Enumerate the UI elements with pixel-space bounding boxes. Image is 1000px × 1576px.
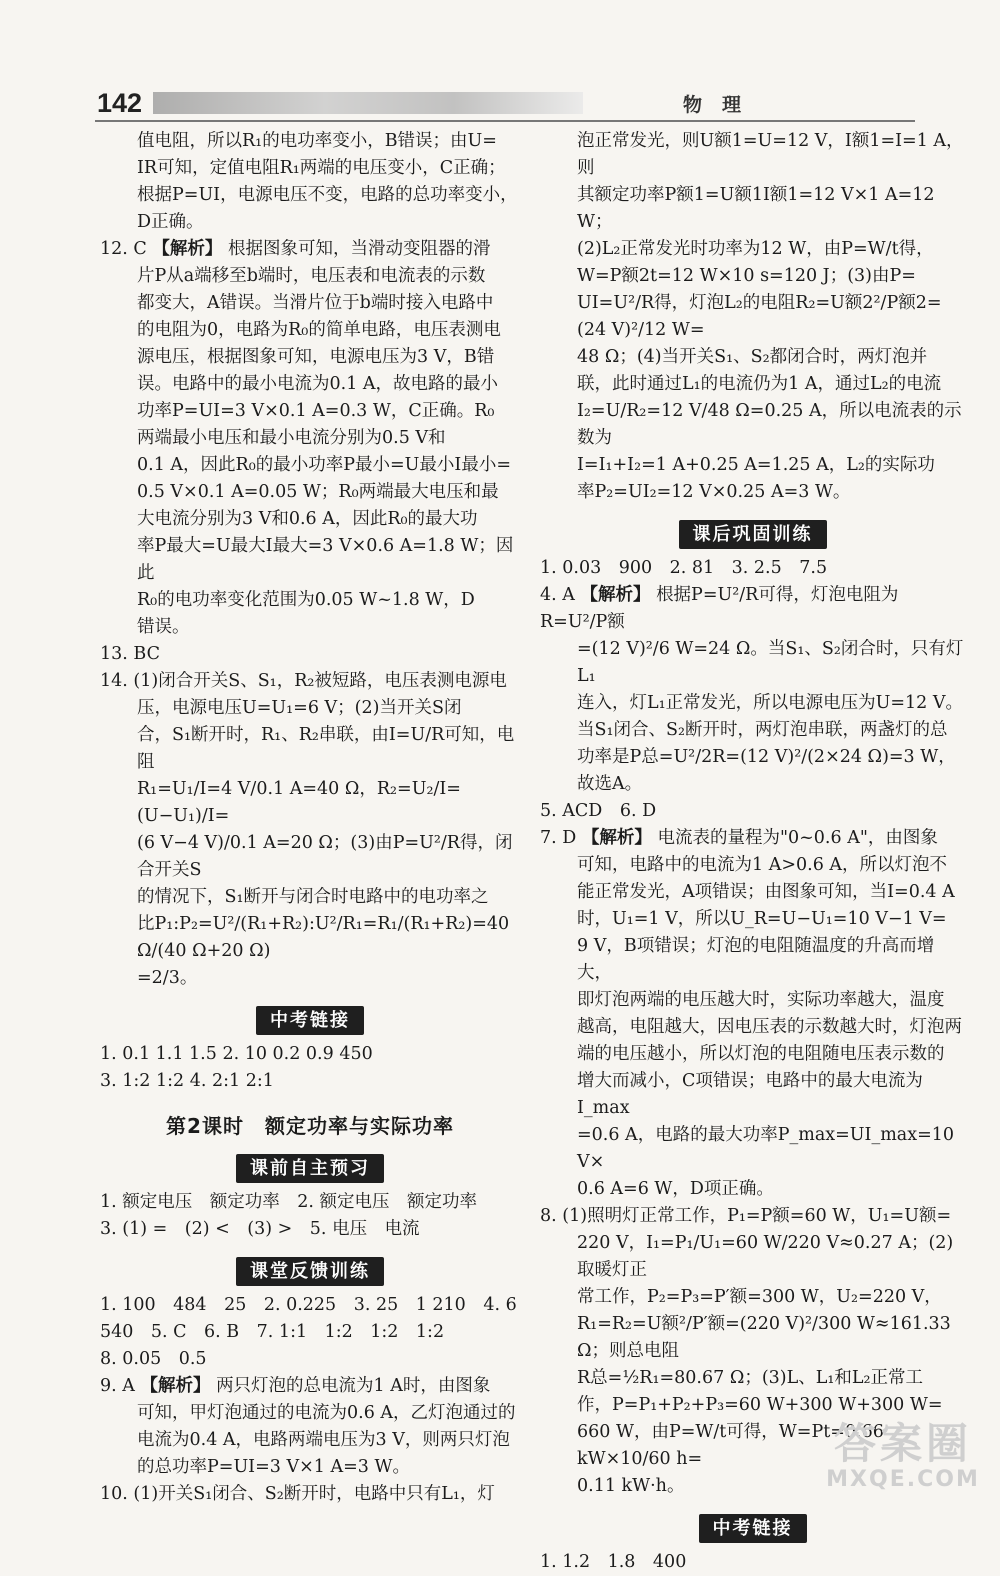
- text-line: 错误。: [137, 617, 190, 637]
- text-line: 根据P=U²/R可得，灯泡电阻为R=U²/P额: [540, 585, 899, 632]
- analysis-tag: 【解析】: [580, 585, 651, 605]
- text-line: 的总功率P=UI=3 V×1 A=3 W。: [137, 1457, 410, 1477]
- text-line: 9 V，B项错误；灯泡的电阻随温度的升高而增大，: [577, 936, 935, 983]
- text-line: 其额定功率P额1=U额1I额1=12 V×1 A=12 W；: [577, 185, 935, 232]
- question-10-continuation: [540, 128, 965, 506]
- text-line: 0.6 A=6 W，D项正确。: [577, 1179, 774, 1199]
- text-line: =(12 V)²/6 W=24 Ω。当S₁、S₂闭合时，只有灯L₁: [577, 639, 964, 686]
- analysis-tag: 【解析】: [581, 828, 652, 848]
- text-line: (1)照明灯正常工作，P₁=P额=60 W，U₁=U额=: [562, 1206, 952, 1226]
- text-line: 源电压，根据图象可知，电源电压为3 V，B错: [137, 347, 495, 367]
- text-line: 值电阻，所以R₁的电功率变小，B错误；由U=: [137, 131, 497, 151]
- left-column: [100, 128, 520, 1508]
- answer-line: 3. (1) = (2) < (3) > 5. 电压 电流: [100, 1219, 420, 1239]
- text-line: 片P从a端移至b端时，电压表和电流表的示数: [137, 266, 486, 286]
- section-banner-classroom: 课堂反馈训练: [236, 1257, 384, 1286]
- text-line: (1)开关S₁闭合、S₂断开时，电路中只有L₁，灯: [133, 1484, 495, 1504]
- text-line: (6 V−4 V)/0.1 A=20 Ω；(3)由P=U²/R得，闭合开关S: [137, 833, 513, 880]
- text-line: 都变大，A错误。当滑片位于b端时接入电路中: [137, 293, 494, 313]
- text-line: 越高，电阻越大，因电压表的示数越大时，灯泡两: [577, 1017, 962, 1037]
- page-number: 142: [97, 88, 143, 118]
- text-line: 0.11 kW·h。: [577, 1476, 685, 1496]
- text-line: (1)闭合开关S、S₁，R₂被短路，电压表测电源电: [133, 671, 507, 691]
- text-line: 的情况下，S₁断开与闭合时电路中的电功率之: [137, 887, 489, 907]
- question-number: 12. C: [100, 239, 147, 259]
- answer-line: 540 5. C 6. B 7. 1:1 1:2 1:2 1:2: [100, 1322, 445, 1342]
- text-line: 根据图象可知，当滑动变阻器的滑: [227, 239, 491, 259]
- lesson-title: 第2课时 额定功率与实际功率: [166, 1114, 454, 1138]
- text-line: 的电阻为0，电路为R₀的简单电路，电压表测电: [137, 320, 501, 340]
- text-line: 功率是P总=U²/2R=(12 V)²/(2×24 Ω)=3 W，故选A。: [577, 747, 956, 794]
- text-line: 电流为0.4 A，电路两端电压为3 V，则两只灯泡: [137, 1430, 510, 1450]
- text-line: R₀的电功率变化范围为0.05 W~1.8 W，D: [137, 590, 475, 610]
- text-line: R₁=U₁/I=4 V/0.1 A=40 Ω，R₂=U₂/I=(U−U₁)/I=: [137, 779, 461, 826]
- question-12-head: [100, 236, 520, 263]
- question-14: [100, 668, 520, 992]
- text-line: 率P₂=UI₂=12 V×0.25 A=3 W。: [577, 482, 851, 502]
- question-number: 10.: [100, 1484, 128, 1504]
- answer-line: 3. 1:2 1:2 4. 2:1 2:1: [100, 1071, 274, 1091]
- text-line: IR可知，定值电阻R₁两端的电压变小，C正确；: [137, 158, 506, 178]
- text-line: 两只灯泡的总电流为1 A时，由图象: [216, 1376, 491, 1396]
- text-line: 当S₁闭合、S₂断开时，两灯泡串联，两盏灯的总: [577, 720, 948, 740]
- question-13: 13. BC: [100, 644, 160, 664]
- answer-line: 1. 额定电压 额定功率 2. 额定电压 额定功率: [100, 1192, 478, 1212]
- text-line: 即灯泡两端的电压越大时，实际功率越大，温度: [577, 990, 945, 1010]
- header-decoration-band: [153, 92, 583, 114]
- watermark-url: MXQE.COM: [826, 1467, 980, 1492]
- text-line: 可知，甲灯泡通过的电流为0.6 A，乙灯泡通过的: [137, 1403, 516, 1423]
- text-line: 可知，电路中的电流为1 A>0.6 A，所以灯泡不: [577, 855, 948, 875]
- question-number: 8.: [540, 1206, 557, 1226]
- text-line: =0.6 A，电路的最大功率P_max=UI_max=10 V×: [577, 1125, 955, 1172]
- text-line: 根据P=UI，电源电压不变，电路的总功率变小，: [137, 185, 518, 205]
- section-banner-after-class: 课后巩固训练: [679, 520, 827, 549]
- text-line: 大电流分别为3 V和0.6 A，因此R₀的最大功: [137, 509, 478, 529]
- question-number: 9. A: [100, 1376, 135, 1396]
- question-number: 7. D: [540, 828, 577, 848]
- right-column: [540, 128, 965, 1576]
- watermark-logo-text: 答案圈: [833, 1419, 972, 1468]
- text-line: =2/3。: [137, 968, 198, 988]
- analysis-tag: 【解析】: [152, 239, 223, 259]
- text-line: 联，此时通过L₁的电流仍为1 A，通过L₂的电流: [577, 374, 942, 394]
- text-line: R₁=R₂=U额²/P′额=(220 V)²/300 W≈161.33 Ω；则总电阻: [577, 1314, 951, 1361]
- text-line: 端的电压越小，所以灯泡的电阻随电压表示数的: [577, 1044, 945, 1064]
- analysis-tag: 【解析】: [140, 1376, 211, 1396]
- section-banner-zhongkao: 中考链接: [699, 1514, 807, 1543]
- text-line: 0.1 A，因此R₀的最小功率P最小=U最小I最小=: [137, 455, 511, 475]
- text-line: 时，U₁=1 V，所以U_R=U−U₁=10 V−1 V=: [577, 909, 947, 929]
- text-line: (2)L₂正常发光时功率为12 W，由P=W/t得，: [577, 239, 934, 259]
- question-4: [540, 582, 965, 798]
- question-number: 4. A: [540, 585, 575, 605]
- text-line: 电流表的量程为"0~0.6 A"，由图象: [657, 828, 938, 848]
- question-10: [100, 1481, 520, 1508]
- answer-line: 5. ACD 6. D: [540, 801, 657, 821]
- answer-line: 1. 1.2 1.8 400: [540, 1552, 687, 1572]
- text-line: W=P额2t=12 W×10 s=120 J；(3)由P=: [577, 266, 916, 286]
- text-line: UI=U²/R得，灯泡L₂的电阻R₂=U额2²/P额2=(24 V)²/12 W=: [577, 293, 942, 340]
- question-7: [540, 825, 965, 1203]
- text-line: 合，S₁断开时，R₁、R₂串联，由I=U/R可知，电阻: [137, 725, 515, 772]
- answer-line: 1. 0.1 1.1 1.5 2. 10 0.2 0.9 450: [100, 1044, 373, 1064]
- text-line: 误。电路中的最小电流为0.1 A，故电路的最小: [137, 374, 499, 394]
- text-line: 660 W，由P=W/t可得，W=Pt=0.66 kW×10/60 h=: [577, 1422, 884, 1469]
- text-line: I₂=U/R₂=12 V/48 Ω=0.25 A，所以电流表的示数为: [577, 401, 962, 448]
- answer-line: 1. 100 484 25 2. 0.225 3. 25 1 210 4. 6: [100, 1295, 517, 1315]
- text-line: R总=½R₁=80.67 Ω；(3)L、L₁和L₂正常工: [577, 1368, 924, 1388]
- question-number: 14.: [100, 671, 128, 691]
- question-12: [100, 236, 520, 641]
- answer-line: 1. 0.03 900 2. 81 3. 2.5 7.5: [540, 558, 828, 578]
- text-line: 常工作，P₂=P₃=P′额=300 W，U₂=220 V，: [577, 1287, 942, 1307]
- text-line: 泡正常发光，则U额1=U=12 V，I额1=I=1 A，则: [577, 131, 964, 178]
- text-line: 作，P=P₁+P₂+P₃=60 W+300 W+300 W=: [577, 1395, 943, 1415]
- text-line: 功率P=UI=3 V×0.1 A=0.3 W，C正确。R₀: [137, 401, 495, 421]
- header-rule: [95, 120, 915, 122]
- subject-title: 物理: [683, 94, 762, 116]
- text-line: I=I₁+I₂=1 A+0.25 A=1.25 A，L₂的实际功: [577, 455, 935, 475]
- site-watermark: [818, 1420, 988, 1500]
- answer-line: 8. 0.05 0.5: [100, 1349, 207, 1369]
- question-9: [100, 1373, 520, 1481]
- text-line: 能正常发光，A项错误；由图象可知，当I=0.4 A: [577, 882, 955, 902]
- text-line: 率P最大=U最大I最大=3 V×0.6 A=1.8 W；因此: [137, 536, 514, 583]
- text-line: 48 Ω；(4)当开关S₁、S₂都闭合时，两灯泡并: [577, 347, 928, 367]
- text-line: 压，电源电压U=U₁=6 V；(2)当开关S闭: [137, 698, 462, 718]
- page-header: [95, 84, 915, 124]
- text-line: 0.5 V×0.1 A=0.05 W；R₀两端最大电压和最: [137, 482, 499, 502]
- text-line: 比P₁:P₂=U²/(R₁+R₂):U²/R₁=R₁/(R₁+R₂)=40 Ω/(40 Ω+20 Ω): [137, 914, 510, 961]
- section-banner-zhongkao: 中考链接: [256, 1006, 364, 1035]
- section-banner-preview: 课前自主预习: [236, 1154, 384, 1183]
- intro-continuation: [100, 128, 520, 236]
- text-line: D正确。: [137, 212, 204, 232]
- text-line: 连入，灯L₁正常发光，所以电源电压为U=12 V。: [577, 693, 964, 713]
- text-line: 220 V，I₁=P₁/U₁=60 W/220 V≈0.27 A；(2)取暖灯正: [577, 1233, 954, 1280]
- text-line: 增大而减小，C项错误；电路中的最大电流为I_max: [577, 1071, 923, 1118]
- text-line: 两端最小电压和最小电流分别为0.5 V和: [137, 428, 446, 448]
